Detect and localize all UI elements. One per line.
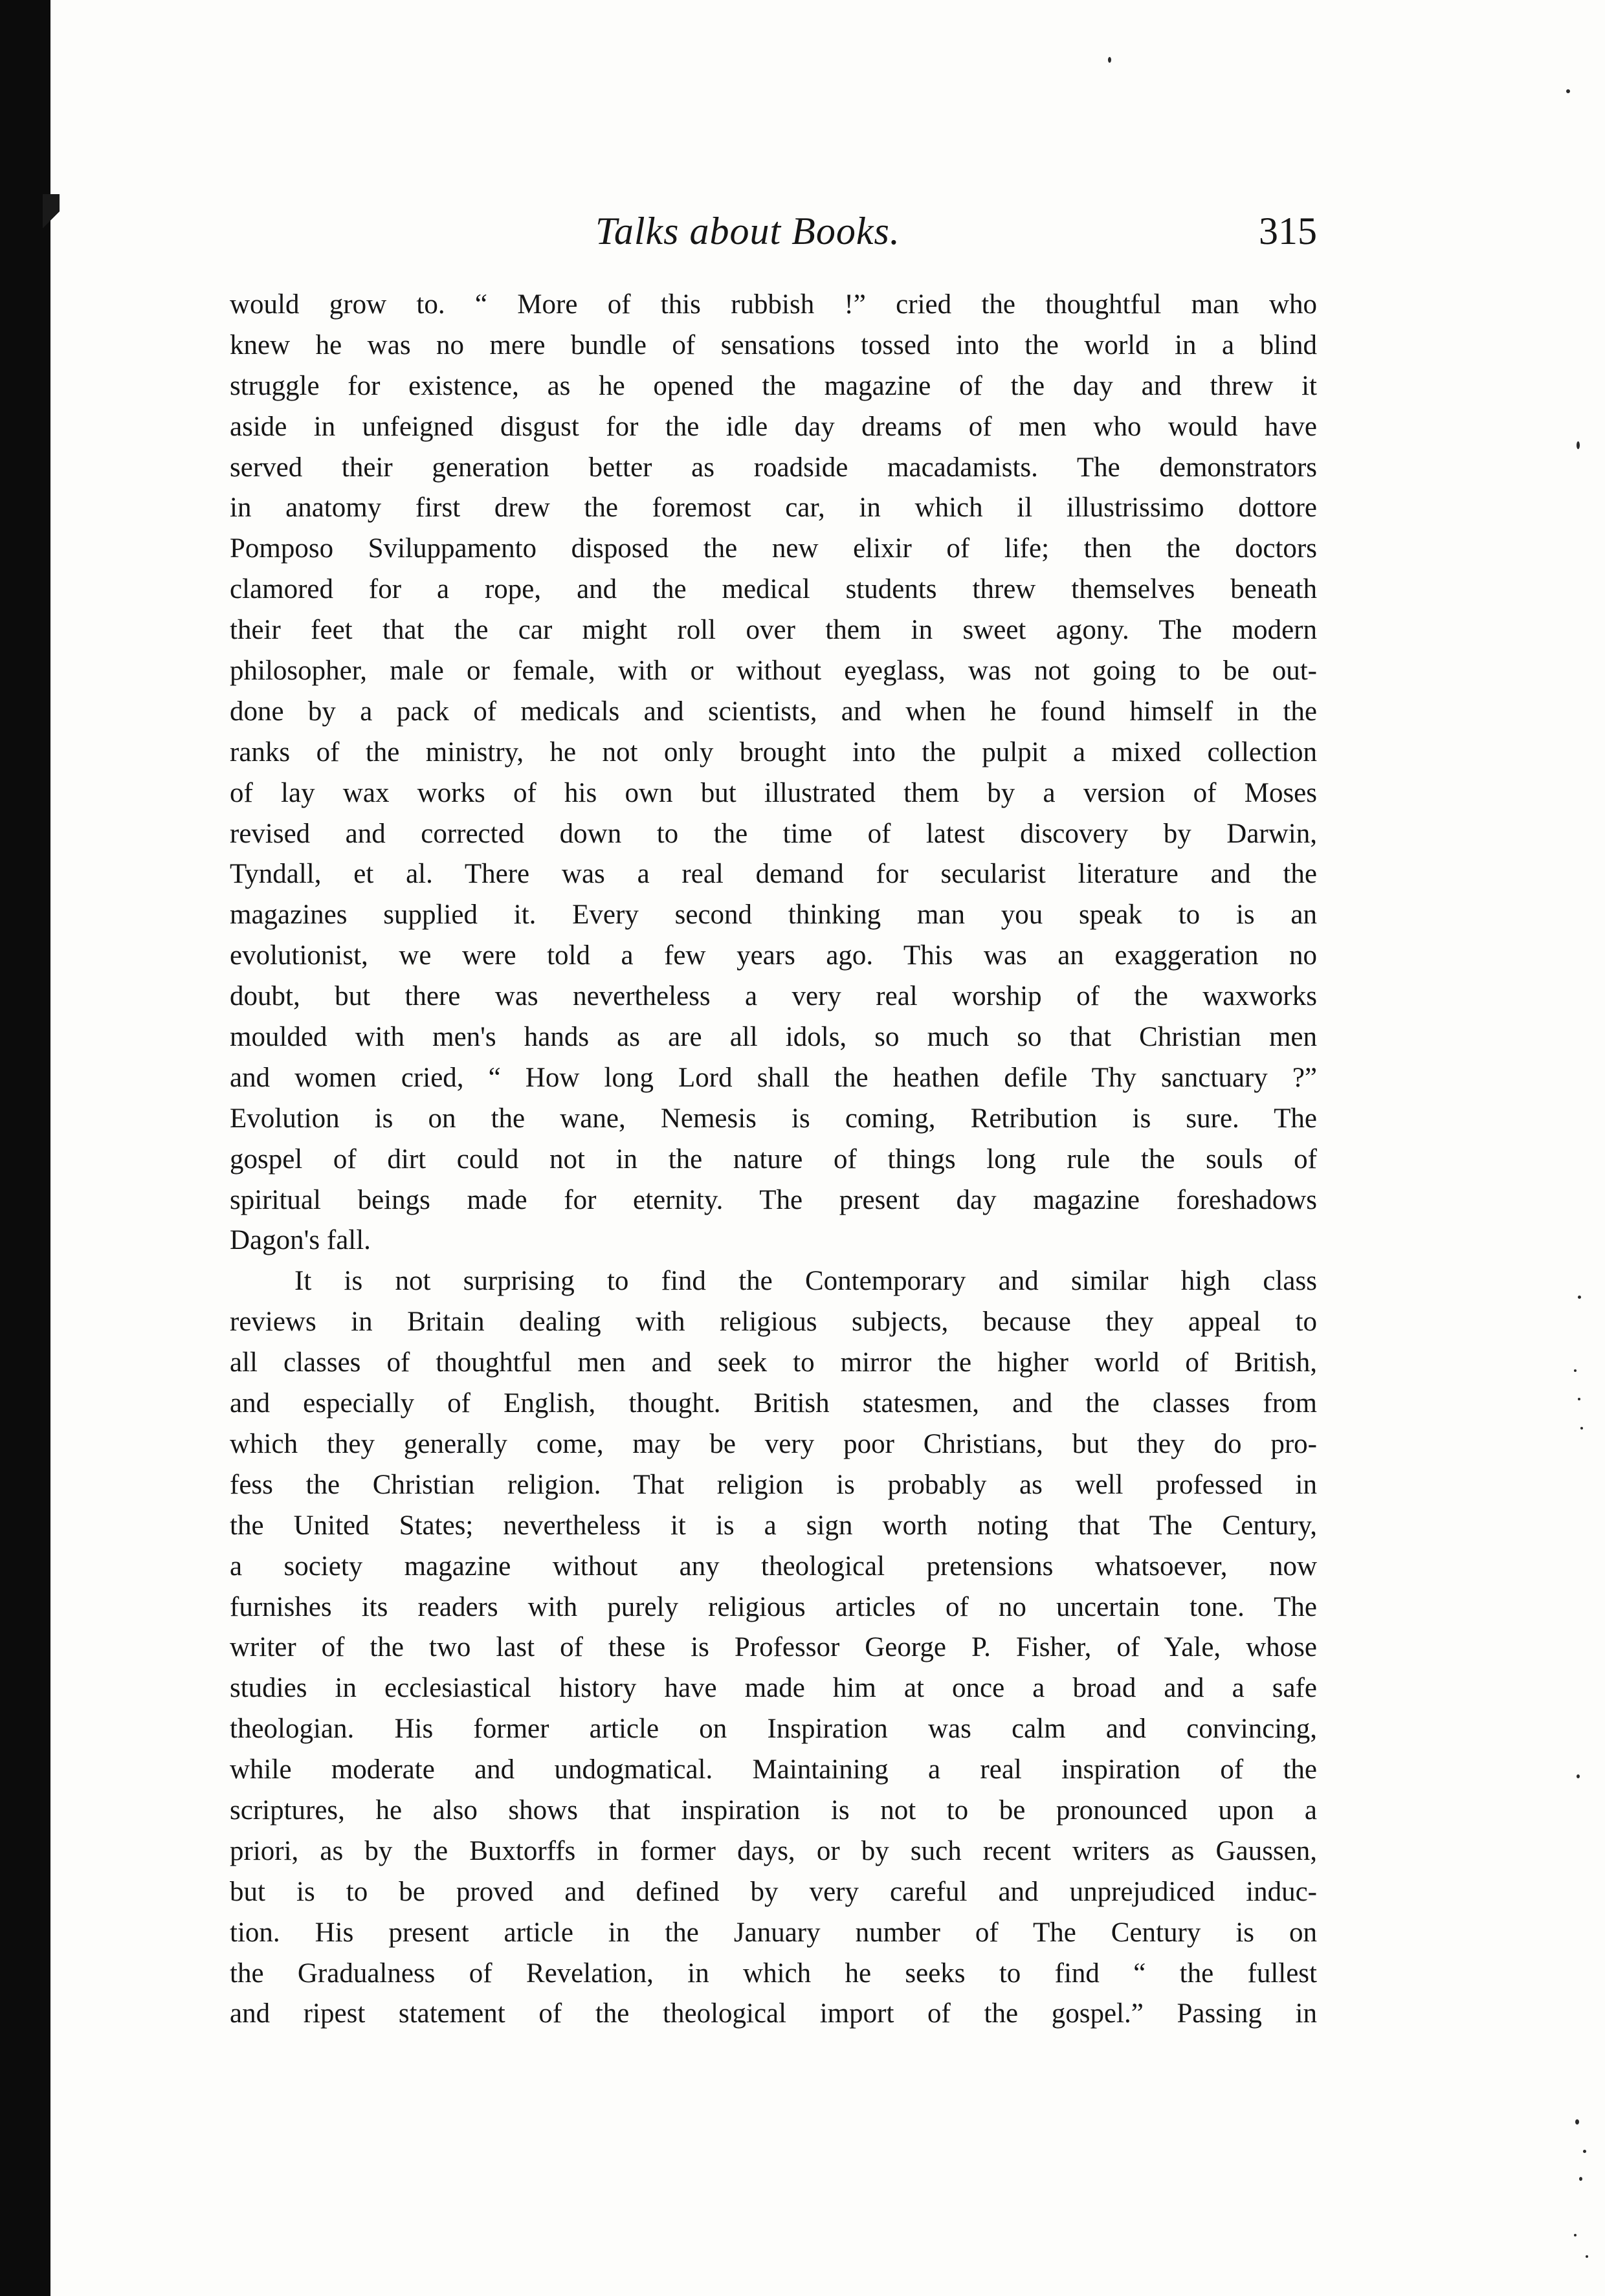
text-line: writer of the two last of these is Professor George P. Fisher, of Yale, whose [230, 1632, 1317, 1663]
text-line: done by a pack of medicals and scientists, and when he found himself in the [230, 696, 1317, 727]
page-number: 315 [1259, 210, 1317, 252]
text-line: the United States; nevertheless it is a sign worth noting that The Century, [230, 1510, 1317, 1541]
text-line: all classes of thoughtful men and seek to mirror the higher world of British, [230, 1347, 1317, 1378]
binding-notch [43, 194, 60, 291]
text-line: tion. His present article in the January number of The Century is on [230, 1917, 1317, 1948]
text-line: knew he was no mere bundle of sensations tossed into the world in a blind [230, 329, 1317, 360]
scan-speck [1578, 1296, 1581, 1299]
scan-speck [1566, 89, 1570, 93]
text-line: struggle for existence, as he opened the magazine of the day and threw it [230, 370, 1317, 401]
text-line: served their generation better as roadside macadamists. The demonstrators [230, 452, 1317, 483]
scan-speck [1578, 1398, 1580, 1400]
scan-speck [1580, 1427, 1583, 1429]
text-line: their feet that the car might roll over them in sweet agony. The modern [230, 615, 1317, 646]
page-header [230, 204, 1317, 265]
text-line: studies in ecclesiastical history have made him at once a broad and a safe [230, 1673, 1317, 1704]
scan-speck [1583, 2150, 1586, 2153]
text-line: and especially of English, thought. British statesmen, and the classes from [230, 1388, 1317, 1419]
text-line: reviews in Britain dealing with religious subjects, because they appeal to [230, 1307, 1317, 1338]
text-line: Pomposo Sviluppamento disposed the new elixir of life; then the doctors [230, 533, 1317, 564]
scan-speck [1575, 2119, 1579, 2125]
text-line: which they generally come, may be very poor Christians, but they do pro- [230, 1428, 1317, 1459]
text-line: a society magazine without any theological pretensions whatsoever, now [230, 1551, 1317, 1582]
scan-speck [1586, 2255, 1588, 2258]
text-line: while moderate and undogmatical. Maintaining a real inspiration of the [230, 1754, 1317, 1785]
text-line: but is to be proved and defined by very careful and unprejudiced induc- [230, 1876, 1317, 1907]
scan-speck [1577, 441, 1580, 449]
text-line: of lay wax works of his own but illustrated them by a version of Moses [230, 777, 1317, 808]
text-line: philosopher, male or female, with or without eyeglass, was not going to be out- [230, 656, 1317, 687]
text-line: priori, as by the Buxtorffs in former days, or by such recent writers as Gaussen, [230, 1835, 1317, 1866]
text-line: in anatomy first drew the foremost car, in which il illustrissimo dottore [230, 492, 1317, 524]
text-line: It is not surprising to find the Contemporary and similar high class [294, 1266, 1317, 1297]
text-line: clamored for a rope, and the medical students threw themselves beneath [230, 574, 1317, 605]
text-line: scriptures, he also shows that inspiration is not to be pronounced upon a [230, 1794, 1317, 1826]
scan-speck [1579, 2177, 1582, 2181]
text-line: furnishes its readers with purely religious articles of no uncertain tone. The [230, 1591, 1317, 1622]
body-text [230, 285, 1317, 2035]
text-line: the Gradualness of Revelation, in which he seeks to find “ the fullest [230, 1958, 1317, 1989]
text-line: doubt, but there was nevertheless a very real worship of the waxworks [230, 981, 1317, 1012]
text-line: Evolution is on the wane, Nemesis is coming, Retribution is sure. The [230, 1103, 1317, 1134]
text-line: and women cried, “ How long Lord shall the heathen defile Thy sanctuary ?” [230, 1062, 1317, 1093]
text-line: ranks of the ministry, he not only brought into the pulpit a mixed collection [230, 736, 1317, 767]
text-line: theologian. His former article on Inspiration was calm and convincing, [230, 1714, 1317, 1745]
text-line: aside in unfeigned disgust for the idle day dreams of men who would have [230, 411, 1317, 442]
text-line: fess the Christian religion. That religion is probably as well professed in [230, 1469, 1317, 1500]
text-line: and ripest statement of the theological import of the gospel.” Passing in [230, 1998, 1317, 2029]
binding-edge [0, 0, 50, 2296]
scan-speck [1574, 1369, 1577, 1372]
text-line: moulded with men's hands as are all idols, so much so that Christian men [230, 1022, 1317, 1053]
text-line: evolutionist, we were told a few years ago. This was an exaggeration no [230, 940, 1317, 971]
text-line: spiritual beings made for eternity. The present day magazine foreshadows [230, 1184, 1317, 1215]
text-line: gospel of dirt could not in the nature of things long rule the souls of [230, 1143, 1317, 1175]
text-line: revised and corrected down to the time of latest discovery by Darwin, [230, 818, 1317, 849]
scan-speck [1577, 1774, 1580, 1778]
text-line: would grow to. “ More of this rubbish !” cried the thoughtful man who [230, 289, 1317, 320]
scan-speck [1108, 57, 1111, 63]
scan-speck [1574, 2234, 1577, 2236]
running-title: Talks about Books. [595, 210, 900, 252]
text-line: Dagon's fall. [230, 1225, 371, 1256]
text-line: magazines supplied it. Every second thinking man you speak to is an [230, 900, 1317, 931]
text-line: Tyndall, et al. There was a real demand for secularist literature and the [230, 859, 1317, 890]
